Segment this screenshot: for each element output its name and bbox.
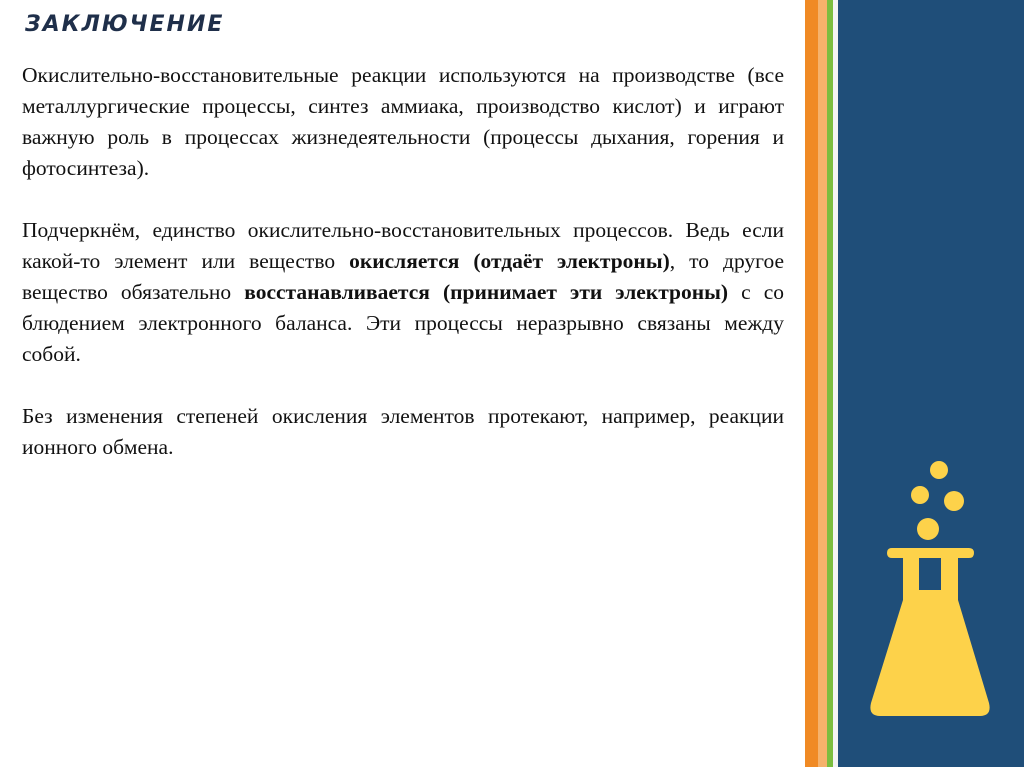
reduction-emphasis: восстанавливается (принимает эти электроны) — [244, 280, 729, 304]
slide-title: ЗАКЛЮЧЕНИЕ — [25, 12, 225, 37]
paragraph-ion-exchange: Без изменения степеней окисления элементов протекают, например, реакции ионного обмена. — [22, 404, 784, 459]
paragraph-unity-text-2: , то другое вещество обязательно — [22, 249, 785, 304]
paragraph-applications: Окислительно-восстановительные реакции используются на производстве (все металлургические процессы, синтез аммиака, производство кислот) и играют важную роль в процессах жизнедеятельности (процессы дыхания, горения и фотосинтеза). — [22, 63, 784, 180]
slide-body — [22, 60, 784, 494]
paragraph-unity-text-3: с со блюдением электронного баланса. Эти процессы неразрывно связаны между собой. — [22, 280, 784, 366]
paragraph-unity-text-1: Подчеркнём, единство окислительно-восстановительных процессов. Ведь если какой-то элемент или вещество — [22, 218, 784, 273]
paragraph-unity — [22, 215, 784, 370]
flask-with-bubbles-icon — [868, 458, 992, 748]
stripe-light-orange — [818, 0, 827, 767]
oxidation-emphasis: окисляется (отдаёт электроны) — [349, 249, 670, 273]
stripe-orange — [805, 0, 818, 767]
